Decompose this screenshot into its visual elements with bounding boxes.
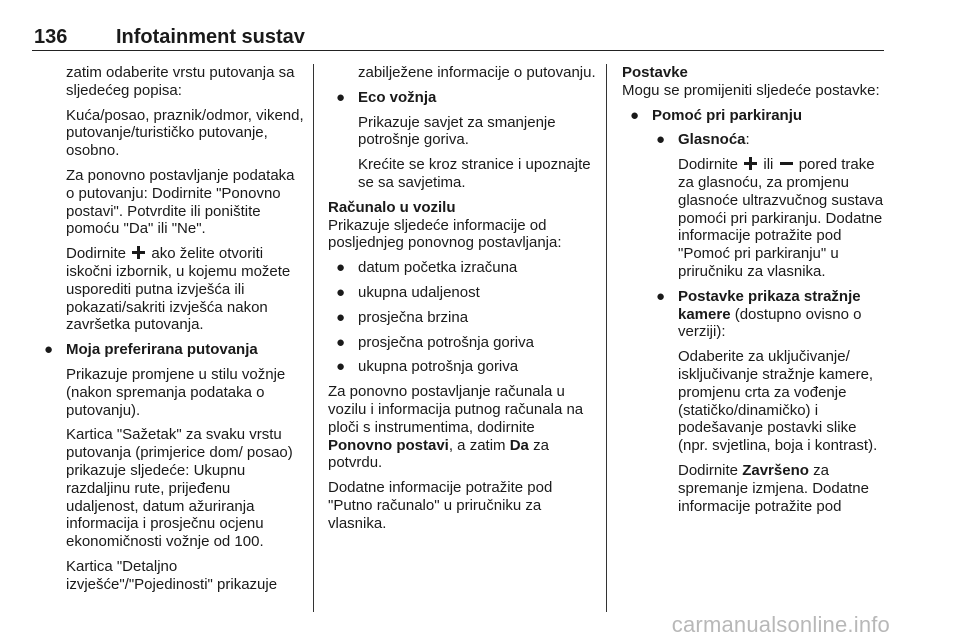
paragraph: Prikazuje sljedeće informacije od posljednjeg ponovnog postavljanja: xyxy=(328,216,562,252)
list-item xyxy=(328,259,596,277)
column-3 xyxy=(622,64,888,522)
paragraph: zatim odaberite vrstu putovanja sa sljedećeg popisa: xyxy=(66,64,295,99)
paragraph: zabilježene informacije o putovanju. xyxy=(358,64,596,81)
paragraph xyxy=(36,245,304,334)
text: Za ponovno postavljanje računala u vozilu i informacija putnog računala na ploči s instrumentima, dodirnite xyxy=(328,383,584,436)
text: (dostupno ovisno o verziji): xyxy=(678,305,862,341)
text: Dodirnite xyxy=(678,156,739,174)
section xyxy=(328,199,596,252)
sub-list-item xyxy=(622,131,888,149)
paragraph xyxy=(328,383,596,472)
text: : xyxy=(745,131,750,149)
text: ako želite otvoriti iskočni izbornik, u kojemu možete usporediti putna izvješća ili pokazati/sakriti izvješća nakon završetka putovanja. xyxy=(66,245,291,334)
bullet-icon: ● xyxy=(336,333,346,351)
paragraph: Kartica "Sažetak" za svaku vrstu putovanja (primjerice dom/ posao) prikazuje sljedeće: Ukupnu razdaljinu rute, prijeđenu udaljenost, datum ažuriranja informacija i prosječnu ocjenu ekonomičnosti vožnje od 100. xyxy=(66,426,293,551)
paragraph xyxy=(622,156,888,281)
plus-icon xyxy=(132,246,145,259)
plus-icon xyxy=(744,157,757,170)
list-item-text: datum početka izračuna xyxy=(358,259,518,277)
text: za spremanje izmjena. Dodatne informacije potražite pod xyxy=(678,461,869,515)
section-heading: Postavke xyxy=(622,64,688,81)
paragraph: Prikazuje promjene u stilu vožnje (nakon spremanja podataka o putovanju). xyxy=(66,365,286,419)
list-item xyxy=(328,309,596,327)
text: Dodirnite xyxy=(66,245,127,263)
bullet-icon: ● xyxy=(656,287,666,305)
text: ili xyxy=(763,156,774,174)
section-heading: Računalo u vozilu xyxy=(328,198,456,216)
text-bold: Ponovno postavi xyxy=(328,436,449,454)
text: za potvrdu. xyxy=(328,436,549,472)
item-title: Eco vožnja xyxy=(358,88,437,106)
page-header xyxy=(32,24,884,51)
watermark: carmanualsonline.info xyxy=(671,612,890,637)
list-item xyxy=(328,334,596,352)
column-1 xyxy=(36,64,304,601)
bullet-icon: ● xyxy=(336,358,346,376)
bullet-icon: ● xyxy=(656,131,666,149)
paragraph: Dodatne informacije potražite pod "Putno računalo" u priručniku za vlasnika. xyxy=(328,479,553,532)
item-title: Glasnoća xyxy=(678,131,746,149)
paragraph: Krećite se kroz stranice i upoznajte se sa savjetima. xyxy=(358,156,591,191)
bullet-icon: ● xyxy=(336,88,346,106)
item-title: Pomoć pri parkiranju xyxy=(652,106,803,124)
list-item-text: prosječna brzina xyxy=(358,308,469,326)
paragraph: Odaberite za uključivanje/ isključivanje stražnje kamere, promjenu crta za vođenje (statičko/dinamičko) i podešavanje postavki slike (npr. svjetlina, boja i kontrast). xyxy=(678,348,878,455)
list-item xyxy=(36,341,304,359)
bullet-icon: ● xyxy=(336,308,346,326)
list-item xyxy=(328,284,596,302)
section xyxy=(622,64,888,100)
list-item-text: ukupna udaljenost xyxy=(358,283,480,301)
paragraph xyxy=(622,462,888,515)
text-bold: Da xyxy=(509,436,529,454)
bullet-icon: ● xyxy=(336,259,346,277)
sub-list-item xyxy=(622,288,888,341)
bullet-icon: ● xyxy=(336,283,346,301)
paragraph: Kartica "Detaljno izvješće"/"Pojedinosti" prikazuje xyxy=(66,557,278,593)
text: , a zatim xyxy=(448,436,506,454)
list-item-text: prosječna potrošnja goriva xyxy=(358,333,534,351)
paragraph: Kuća/posao, praznik/odmor, vikend, putovanje/turističko putovanje, osobno. xyxy=(66,106,304,160)
list-item xyxy=(328,358,596,376)
paragraph: Prikazuje savjet za smanjenje potrošnje goriva. xyxy=(358,113,556,149)
paragraph: Mogu se promijeniti sljedeće postavke: xyxy=(622,81,880,99)
minus-icon xyxy=(780,162,793,165)
column-divider xyxy=(606,64,607,612)
text-bold: Završeno xyxy=(742,461,809,479)
paragraph: Za ponovno postavljanje podataka o putovanju: Dodirnite "Ponovno postavi". Potvrdite ili poništite pomoću "Da" ili "Ne". xyxy=(66,166,295,238)
list-item xyxy=(328,89,596,107)
column-divider xyxy=(313,64,314,612)
bullet-icon: ● xyxy=(44,341,54,359)
column-2 xyxy=(328,64,596,540)
text: pored trake za glasnoću, za promjenu glasnoće ultrazvučnog sustava pomoći pri parkiranju. Dodatne informacije potražite pod "Pomoć pri parkiranju" u priručniku za vlasnika. xyxy=(678,156,884,280)
running-title: Infotainment sustav xyxy=(116,26,305,48)
text: Dodirnite xyxy=(678,461,739,479)
item-title: Postavke prikaza stražnje kamere xyxy=(678,287,861,323)
list-item-text: ukupna potrošnja goriva xyxy=(358,358,519,376)
page-number: 136 xyxy=(34,26,68,48)
item-title: Moja preferirana putovanja xyxy=(66,341,258,359)
list-item xyxy=(622,107,888,125)
bullet-icon: ● xyxy=(630,106,640,124)
